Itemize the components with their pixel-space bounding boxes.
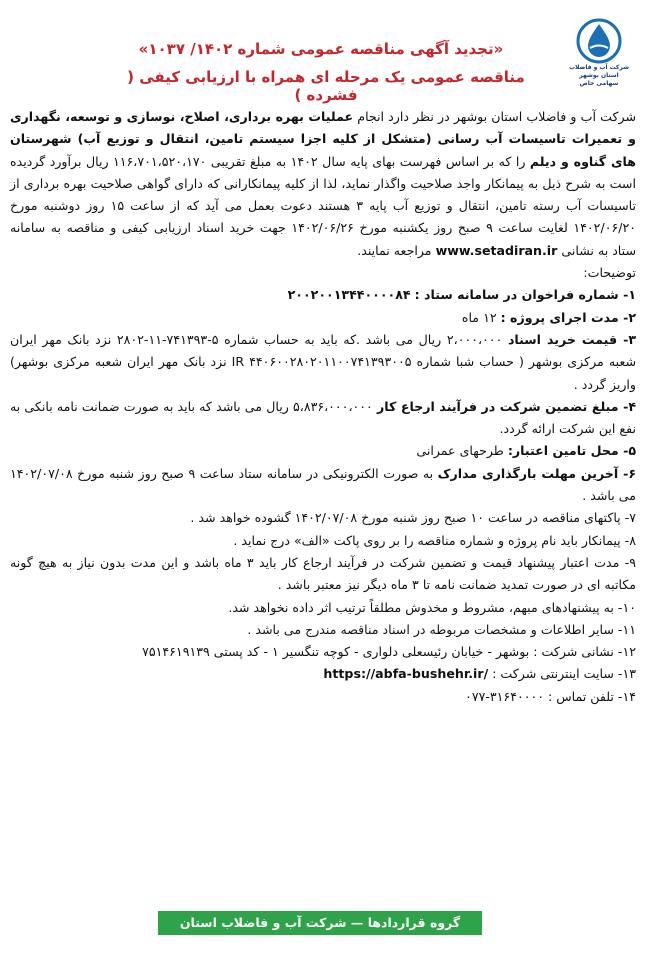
water-drop-logo-icon xyxy=(576,18,622,64)
note-item-1: ۱- شماره فراخوان در سامانه ستاد : ۲۰۰۲۰۰۱۳۴۴۰۰۰۰۸۴ xyxy=(287,287,636,303)
logo-company-type: سهامی خاص xyxy=(579,80,619,87)
note-item-11: ۱۱- سایر اطلاعات و مشخصات مربوطه در اسناد مناقصه مندرج می باشد . xyxy=(247,621,636,637)
note-item-2: ۲- مدت اجرای پروژه : ۱۲ ماه xyxy=(461,309,636,325)
notes-list xyxy=(10,284,636,708)
notes-title: توضیحات: xyxy=(583,265,636,281)
company-website-link[interactable]: https://abfa-bushehr.ir/ xyxy=(323,666,489,682)
note-item-3: ۳- قیمت خرید اسناد ۲،۰۰۰،۰۰۰ ریال می باشد .که باید به حساب شماره ۵-۷۴۱۳۹۳-۱۱-۲۸۰۲ نزد بانک مهر ایران شعبه مرکزی بوشهر ( حساب شبا شماره IR ۴۴۰۶۰۰۲۸۰۲۰۱۱۰۰۷۴۱۳۹۳۰۰۵ نزد بانک مهر ایران شعبه مرکزی بوشهر) واریز گردد . xyxy=(10,331,637,392)
company-logo xyxy=(560,18,638,108)
intro-text-1: شرکت آب و فاضلاب استان بوشهر در نظر دارد انجام xyxy=(357,109,636,124)
logo-company-name: شرکت آب و فاضلاب استان بوشهر xyxy=(568,64,630,79)
intro-text-scope: عملیات بهره برداری، اصلاح، نوسازی و توسعه، نگهداری و تعمیرات تاسیسات آب رسانی (متشکل از کلیه اجزا سیستم تامین، انتقال و توزیع آب) شهرستان های گناوه و دیلم xyxy=(10,109,636,169)
notice-title: «تجدید آگهی مناقصه عمومی شماره ۱۴۰۲/ ۱۰۳۷» xyxy=(138,40,504,58)
note-item-7: ۷- پاکتهای مناقصه در ساعت ۱۰ صبح روز شنبه مورخ ۱۴۰۲/۰۷/۰۸ گشوده خواهد شد . xyxy=(190,510,636,526)
setad-url-link[interactable]: www.setadiran.ir xyxy=(435,242,558,258)
note-item-9: ۹- مدت اعتبار پیشنهاد قیمت و تضمین شرکت در فرآیند ارجاع کار باید ۳ ماه باشد و این مدت بدون نیاز به هیچ گونه مکاتبه ای در صورت تمدید ضمانت نامه تا ۳ ماه دیگر نیز معتبر باشد . xyxy=(10,554,637,593)
notice-body xyxy=(10,106,636,708)
note-item-10: ۱۰- به پیشنهادهای مبهم، مشروط و مخدوش مطلقاً ترتیب اثر داده نخواهد شد. xyxy=(228,599,636,615)
note-item-13: ۱۳- سایت اینترنتی شرکت : https://abfa-bushehr.ir/ xyxy=(323,666,636,682)
note-item-12: ۱۲- نشانی شرکت : بوشهر - خیابان رئیسعلی دلواری - کوچه تنگسیر ۱ - کد پستی ۷۵۱۴۶۱۹۱۳۹ xyxy=(142,644,636,660)
notice-subtitle: مناقصه عمومی یک مرحله ای همراه با ارزیابی کیفی ( فشرده ) xyxy=(127,68,525,104)
note-item-5: ۵- محل تامین اعتبار: طرحهای عمرانی xyxy=(416,443,636,459)
note-item-8: ۸- پیمانکار باید نام پروژه و شماره مناقصه را بر روی پاکت «الف» درج نماید . xyxy=(233,532,636,548)
contracts-group-banner: گروه قراردادها — شرکت آب و فاضلاب استان بوشهر xyxy=(158,911,482,935)
note-item-4: ۴- مبلغ تضمین شرکت در فرآیند ارجاع کار ۵،۸۳۶،۰۰۰،۰۰۰ ریال می باشد که باید به صورت ضمانت نامه بانکی به نفع این شرکت ارائه گردد. xyxy=(10,398,636,437)
intro-paragraph xyxy=(10,106,636,262)
note-item-6: ۶- آخرین مهلت بارگذاری مدارک به صورت الکترونیکی در سامانه ستاد ساعت ۹ صبح روز شنبه مورخ ۱۴۰۲/۰۷/۰۸ می باشد . xyxy=(10,465,636,504)
intro-text-3: مراجعه نمایند. xyxy=(357,242,432,258)
intro-text-2: را که بر اساس فهرست بهای پایه سال ۱۴۰۲ به مبلغ تقریبی ۱۱۶،۷۰۱،۵۲۰،۱۷۰ ریال برآورد گردیده است به شرح ذیل به پیمانکار واجد صلاحیت واگذار نماید، لذا از کلیه پیمانکارانی که دارای گواهی صلاحیت بهره برداری از تاسیسات آب رسته تامین، انتقال و توزیع آب پایه ۳ هستند دعوت بعمل می آید که از ساعت ۱۵ روز دوشنبه مورخ ۱۴۰۲/۰۶/۲۰ لغایت ساعت ۹ صبح روز یکشنبه مورخ ۱۴۰۲/۰۶/۲۶ جهت خرید اسناد ارزیابی کیفی و مناقصه به سامانه ستاد به نشانی xyxy=(10,153,637,258)
note-item-14: ۱۴- تلفن تماس : ۳۱۶۴۰۰۰۰-۰۷۷ xyxy=(465,688,636,704)
